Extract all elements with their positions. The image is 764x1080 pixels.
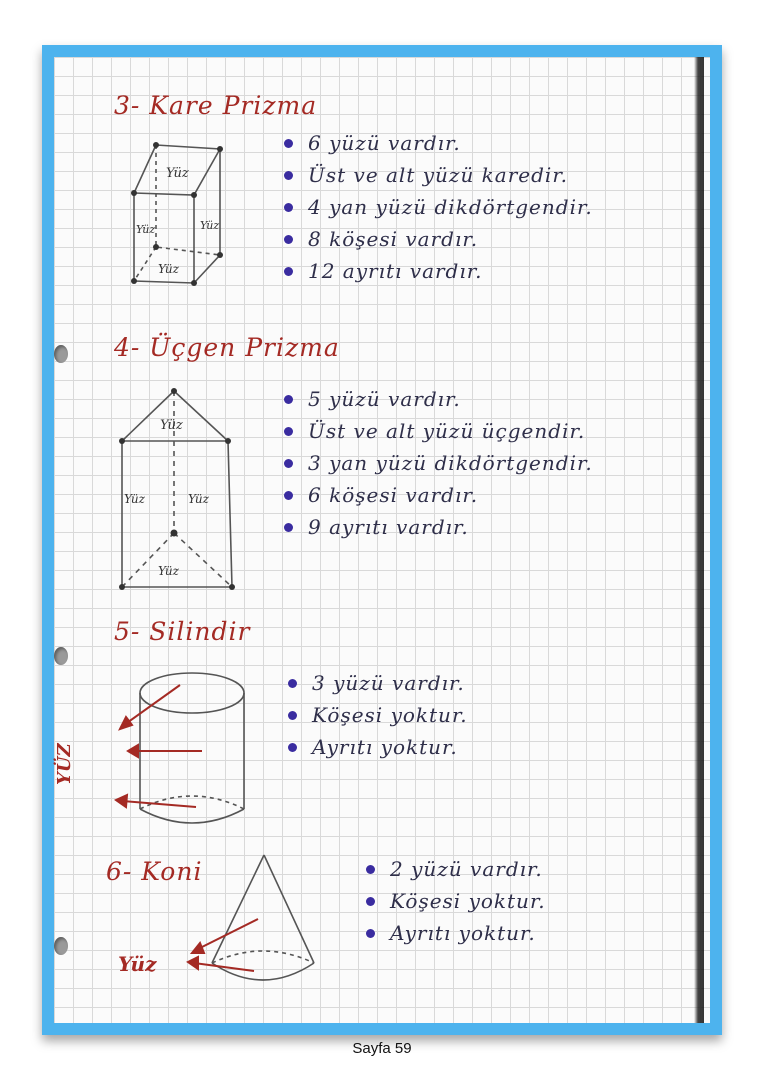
list-item: 3 yüzü vardır. [286, 667, 468, 699]
heading-silindir: 5- Silindir [114, 617, 251, 646]
list-item: 5 yüzü vardır. [282, 383, 593, 415]
bullet-dot [284, 203, 293, 212]
bullet-dot [284, 171, 293, 180]
heading-koni: 6- Koni [106, 857, 203, 886]
bullet-dot [366, 897, 375, 906]
cone-figure [118, 847, 338, 1007]
bullet-dot [288, 711, 297, 720]
cone-face-label: Yüz [118, 952, 157, 976]
face-label: Yüz [160, 418, 183, 433]
list-item: 3 yan yüzü dikdörtgendir. [282, 447, 593, 479]
bullet-dot [284, 427, 293, 436]
notebook-spine-edge [694, 57, 704, 1023]
ucgen-prizma-properties [282, 383, 593, 543]
binder-hole [54, 647, 68, 665]
list-item: Üst ve alt yüzü karedir. [282, 159, 593, 191]
bullet-dot [284, 395, 293, 404]
list-item: 6 köşesi vardır. [282, 479, 593, 511]
bullet-dot [284, 139, 293, 148]
heading-ucgen-prizma: 4- Üçgen Prizma [114, 333, 340, 362]
face-label: Yüz [124, 492, 145, 506]
grid-paper [54, 57, 710, 1023]
heading-kare-prizma: 3- Kare Prizma [114, 91, 318, 120]
list-item: 6 yüzü vardır. [282, 127, 593, 159]
bullet-dot [284, 267, 293, 276]
list-item: 9 ayrıtı vardır. [282, 511, 593, 543]
bullet-dot [284, 235, 293, 244]
binder-hole [54, 937, 68, 955]
koni-properties [364, 853, 546, 949]
list-item: 2 yüzü vardır. [364, 853, 546, 885]
bullet-dot [366, 929, 375, 938]
cylinder-face-label: YÜZ [54, 743, 75, 785]
list-item: Köşesi yoktur. [286, 699, 468, 731]
kare-prizma-properties [282, 127, 593, 287]
bullet-dot [366, 865, 375, 874]
list-item: Ayrıtı yoktur. [286, 731, 468, 763]
bullet-dot [284, 491, 293, 500]
list-item: Köşesi yoktur. [364, 885, 546, 917]
triangular-prism-figure [110, 383, 240, 603]
bullet-dot [288, 743, 297, 752]
face-label: Yüz [136, 223, 156, 236]
list-item: Üst ve alt yüzü üçgendir. [282, 415, 593, 447]
square-prism-figure [124, 137, 244, 297]
bullet-dot [284, 459, 293, 468]
face-label: Yüz [158, 564, 179, 578]
list-item: 8 köşesi vardır. [282, 223, 593, 255]
face-label: Yüz [158, 262, 179, 276]
page-frame [42, 45, 722, 1035]
bullet-dot [288, 679, 297, 688]
list-item: Ayrıtı yoktur. [364, 917, 546, 949]
binder-hole [54, 345, 68, 363]
page-caption: Sayfa 59 [352, 1040, 412, 1057]
list-item: 4 yan yüzü dikdörtgendir. [282, 191, 593, 223]
silindir-properties [286, 667, 468, 763]
cylinder-figure [54, 667, 252, 837]
face-label: Yüz [166, 166, 189, 181]
face-label: Yüz [200, 219, 220, 232]
list-item: 12 ayrıtı vardır. [282, 255, 593, 287]
bullet-dot [284, 523, 293, 532]
face-label: Yüz [188, 492, 209, 506]
